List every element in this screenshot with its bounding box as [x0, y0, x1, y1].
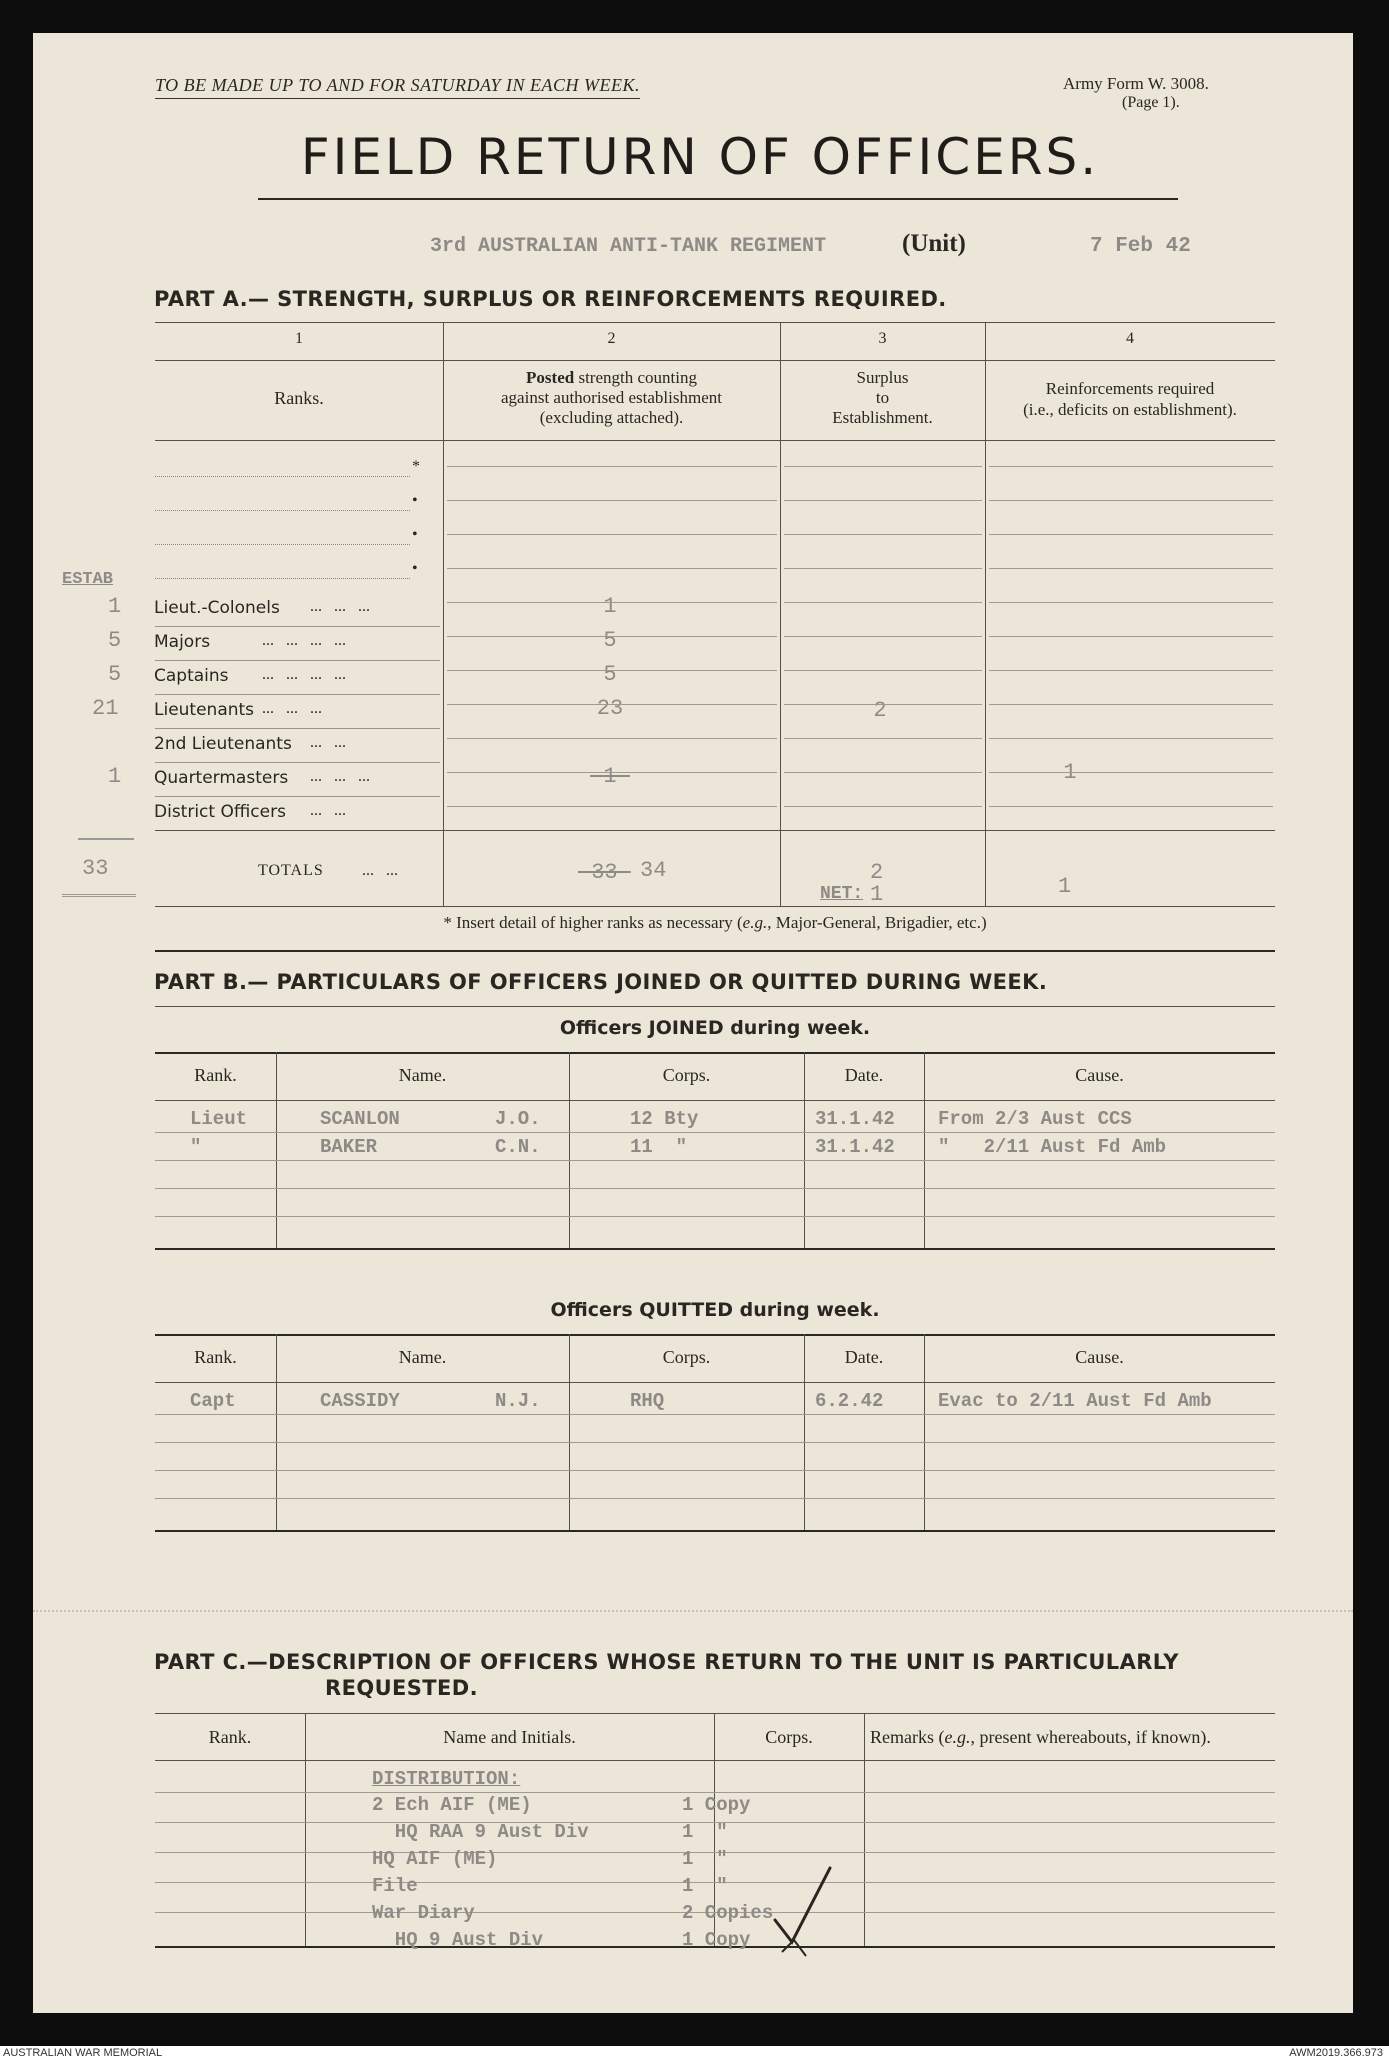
posted-value: -1-: [590, 764, 630, 789]
grid-rule: [447, 568, 777, 569]
rank-dots: ... ...: [310, 802, 346, 819]
distribution-qty: 1 ": [682, 1875, 728, 1897]
totals-estab: 33: [82, 856, 109, 881]
col-number-2: 2: [607, 330, 616, 347]
rank-row-rule: [155, 728, 440, 729]
rank-dots: ... ... ... ...: [262, 632, 346, 649]
net-value: 1: [870, 882, 884, 907]
entry-rank: Capt: [190, 1390, 236, 1412]
table-bottom-rule: [155, 1530, 1275, 1532]
distribution-qty: 1 ": [682, 1848, 728, 1870]
grid-rule: [989, 670, 1273, 671]
part-a-footnote: [155, 913, 1275, 933]
unit-label: (Unit): [902, 230, 966, 257]
table-header-name: Name.: [398, 1347, 447, 1367]
totals-reinf: 1: [1058, 874, 1072, 899]
part-c-col-name: Name and Initials.: [443, 1727, 576, 1747]
posted-value: 23: [596, 696, 624, 721]
grid-rule: [784, 602, 982, 603]
joined-title: Officers JOINED during week.: [559, 1017, 871, 1039]
col-surplus-l2: to: [875, 388, 890, 407]
col-number-3: 3: [878, 330, 887, 347]
entry-initials: J.O.: [495, 1108, 541, 1130]
grid-rule: [989, 466, 1273, 467]
grid-rule: [447, 806, 777, 807]
top-note: TO BE MADE UP TO AND FOR SATURDAY IN EACH WEEK.: [155, 75, 640, 99]
distribution-qty: 1 ": [682, 1821, 728, 1843]
grid-rule: [784, 534, 982, 535]
table-header-rank: Rank.: [194, 1347, 237, 1367]
page-number: (Page 1).: [1122, 94, 1180, 111]
table-top-rule: [155, 1052, 1275, 1054]
form-number: Army Form W. 3008.: [1063, 74, 1209, 93]
grid-rule: [989, 500, 1273, 501]
footnote-eg: e.g.: [742, 913, 768, 932]
rank-dots: ... ... ...: [310, 768, 370, 785]
grid-rule: [989, 602, 1273, 603]
entry-corps: 11 ": [630, 1136, 688, 1158]
table-header-cause: Cause.: [1075, 1065, 1124, 1085]
check-mark-icon: [770, 1860, 840, 1960]
table-header-corps: Corps.: [662, 1065, 711, 1085]
part-c-col-rank: Rank.: [208, 1727, 252, 1747]
rank-dots: ... ... ...: [310, 598, 370, 615]
col-surplus-l1: Surplus: [856, 368, 909, 387]
part-c-rule-top: [155, 1713, 1275, 1714]
part-a-rule-top: [155, 322, 1275, 323]
entry-initials: N.J.: [495, 1390, 541, 1412]
quitted-title: Officers QUITTED during week.: [550, 1299, 880, 1321]
grid-rule: [447, 602, 777, 603]
col-surplus-l3: Establishment.: [832, 408, 933, 427]
table-head-rule: [155, 1382, 1275, 1383]
perforation-line: [33, 1610, 1353, 1612]
table-header-corps: Corps.: [662, 1347, 711, 1367]
col-number-4: 4: [1126, 330, 1134, 347]
net-label: NET:: [820, 884, 864, 904]
estab-value: 1: [108, 764, 122, 789]
table-header-rank: Rank.: [194, 1065, 237, 1085]
rank-dots: ... ...: [310, 734, 346, 751]
grid-rule: [989, 738, 1273, 739]
distribution-to: HQ RAA 9 Aust Div: [372, 1821, 589, 1843]
distribution-title: DISTRIBUTION:: [372, 1768, 521, 1790]
distribution-to: HQ 9 Aust Div: [372, 1929, 544, 1951]
grid-rule: [784, 704, 982, 705]
entry-cause: " 2/11 Aust Fd Amb: [938, 1136, 1167, 1158]
grid-rule: [784, 568, 982, 569]
rank-label: Quartermasters: [154, 768, 289, 788]
grid-rule: [989, 534, 1273, 535]
rank-dots: ... ... ... ...: [262, 666, 346, 683]
estab-total-rule: [78, 838, 134, 840]
totals-posted-struck: -33-: [578, 860, 631, 885]
entry-date: 31.1.42: [815, 1136, 895, 1158]
grid-rule: [447, 466, 777, 467]
col-reinf-l1: Reinforcements required: [1045, 379, 1215, 398]
footnote-post: , Major-General, Brigadier, etc.): [767, 913, 987, 932]
table-header-date: Date.: [844, 1347, 884, 1367]
distribution-to: War Diary: [372, 1902, 475, 1924]
table-row-rule: [155, 1498, 1275, 1499]
table-row-rule: [155, 1442, 1275, 1443]
grid-rule: [989, 636, 1273, 637]
distribution-to: HQ AIF (ME): [372, 1848, 498, 1870]
rank-label: District Officers: [154, 802, 286, 822]
col-posted-bold: Posted: [526, 368, 575, 387]
page-title: FIELD RETURN OF OFFICERS.: [300, 128, 1100, 186]
part-a-rule-num: [155, 360, 1275, 361]
table-header-cause: Cause.: [1075, 1347, 1124, 1367]
entry-name: BAKER: [320, 1136, 378, 1158]
table-bottom-rule: [155, 1248, 1275, 1250]
part-b-rule: [155, 1006, 1275, 1007]
rank-row-rule: [155, 796, 440, 797]
table-header-name: Name.: [398, 1065, 447, 1085]
part-c-heading-line1: PART C.—DESCRIPTION OF OFFICERS WHOSE RETURN TO THE UNIT IS PARTICULARLY: [154, 1650, 1179, 1674]
grid-rule: [989, 704, 1273, 705]
part-a-rule-head: [155, 440, 1275, 441]
grid-rule: [784, 738, 982, 739]
part-c-col-remarks: [870, 1727, 1211, 1748]
entry-corps: RHQ: [630, 1390, 665, 1412]
rank-label: Lieut.-Colonels: [154, 598, 280, 618]
entry-date: 31.1.42: [815, 1108, 895, 1130]
return-date: 7 Feb 42: [1090, 235, 1191, 258]
col-posted-rest: strength counting: [578, 368, 697, 387]
part-a-rule-bottom: [155, 906, 1275, 907]
part-b-heading: PART B.— PARTICULARS OF OFFICERS JOINED OR QUITTED DURING WEEK.: [154, 970, 1048, 994]
col-number-1: 1: [295, 330, 303, 347]
rank-row-rule: [155, 694, 440, 695]
part-c-col-corps: Corps.: [765, 1727, 813, 1747]
title-underline: [258, 198, 1178, 200]
unit-name: 3rd AUSTRALIAN ANTI-TANK REGIMENT: [430, 235, 827, 258]
estab-value: 5: [108, 662, 122, 687]
surplus-value: 2: [873, 698, 887, 723]
archive-footer: [0, 2046, 1389, 2061]
grid-rule: [447, 704, 777, 705]
rank-label: Captains: [154, 666, 229, 686]
table-row-rule: [155, 1132, 1275, 1133]
distribution-to: 2 Ech AIF (ME): [372, 1794, 532, 1816]
col-surplus-header: [780, 368, 985, 428]
rank-label: 2nd Lieutenants: [154, 734, 292, 754]
part-c-heading-line2: REQUESTED.: [325, 1676, 478, 1700]
entry-initials: C.N.: [495, 1136, 541, 1158]
entry-corps: 12 Bty: [630, 1108, 699, 1130]
estab-value: 21: [92, 696, 119, 721]
totals-label: TOTALS: [258, 862, 324, 879]
table-row-rule: [155, 1216, 1275, 1217]
col-reinf-l2: (i.e., deficits on establishment).: [1023, 400, 1237, 419]
reinf-value: 1: [1063, 760, 1077, 785]
grid-rule: [989, 806, 1273, 807]
entry-date: 6.2.42: [815, 1390, 884, 1412]
table-row-rule: [155, 1160, 1275, 1161]
part-c-rule-head: [155, 1760, 1275, 1761]
table-header-date: Date.: [844, 1065, 884, 1085]
totals-posted: 34: [640, 858, 667, 883]
footnote-pre: * Insert detail of higher ranks as necessary (: [443, 913, 743, 932]
grid-rule: [447, 534, 777, 535]
grid-rule: [989, 772, 1273, 773]
table-top-rule: [155, 1334, 1275, 1336]
grid-rule: [447, 636, 777, 637]
part-a-heading: PART A.— STRENGTH, SURPLUS OR REINFORCEMENTS REQUIRED.: [154, 287, 947, 311]
entry-rank: Lieut: [190, 1108, 248, 1130]
estab-total-double-rule: [62, 894, 136, 897]
grid-rule: [784, 806, 982, 807]
remarks-eg: e.g.: [944, 1727, 971, 1747]
rank-row-rule: [155, 660, 440, 661]
rank-dots: ... ... ...: [262, 700, 322, 717]
grid-rule: [447, 772, 777, 773]
grid-rule: [784, 466, 982, 467]
remarks-pre: Remarks (: [870, 1727, 945, 1747]
estab-label: ESTAB: [62, 570, 114, 589]
grid-rule: [784, 670, 982, 671]
grid-rule: [447, 500, 777, 501]
rank-label: Majors: [154, 632, 211, 652]
entry-name: CASSIDY: [320, 1390, 400, 1412]
col-posted-header: [443, 368, 780, 428]
part-a-rule-end: [155, 950, 1275, 952]
grid-rule: [784, 500, 982, 501]
estab-value: 5: [108, 628, 122, 653]
table-row-rule: [155, 1188, 1275, 1189]
entry-cause: From 2/3 Aust CCS: [938, 1108, 1132, 1130]
entry-name: SCANLON: [320, 1108, 400, 1130]
distribution-to: File: [372, 1875, 418, 1897]
rank-row-rule: [155, 626, 440, 627]
grid-rule: [784, 772, 982, 773]
table-row-rule: [155, 1470, 1275, 1471]
rank-label: Lieutenants: [154, 700, 255, 720]
entry-cause: Evac to 2/11 Aust Fd Amb: [938, 1390, 1212, 1412]
distribution-qty: 1 Copy: [682, 1929, 751, 1951]
archive-name: AUSTRALIAN WAR MEMORIAL: [3, 2047, 163, 2059]
table-row-rule: [155, 1414, 1275, 1415]
entry-rank: ": [190, 1136, 202, 1158]
col-posted-line3: (excluding attached).: [539, 408, 684, 427]
distribution-qty: 1 Copy: [682, 1794, 751, 1816]
distribution-qty: 2 Copies: [682, 1902, 774, 1924]
posted-value: 1: [603, 594, 617, 619]
posted-value: 5: [603, 662, 617, 687]
grid-rule: [784, 636, 982, 637]
col-ranks-header: Ranks.: [274, 388, 324, 408]
grid-rule: [447, 738, 777, 739]
rank-row-rule: [155, 762, 440, 763]
table-head-rule: [155, 1100, 1275, 1101]
col-reinf-header: [985, 378, 1275, 420]
archive-reference: AWM2019.366.973: [1289, 2047, 1383, 2059]
grid-rule: [447, 670, 777, 671]
estab-value: 1: [108, 594, 122, 619]
grid-rule: [989, 568, 1273, 569]
totals-rule: [155, 830, 1275, 831]
remarks-post: , present whereabouts, if known).: [970, 1727, 1211, 1747]
col-posted-line2: against authorised establishment: [501, 388, 722, 407]
posted-value: 5: [603, 628, 617, 653]
totals-dots: ... ...: [362, 862, 398, 879]
totals-surplus: 2: [870, 860, 884, 885]
